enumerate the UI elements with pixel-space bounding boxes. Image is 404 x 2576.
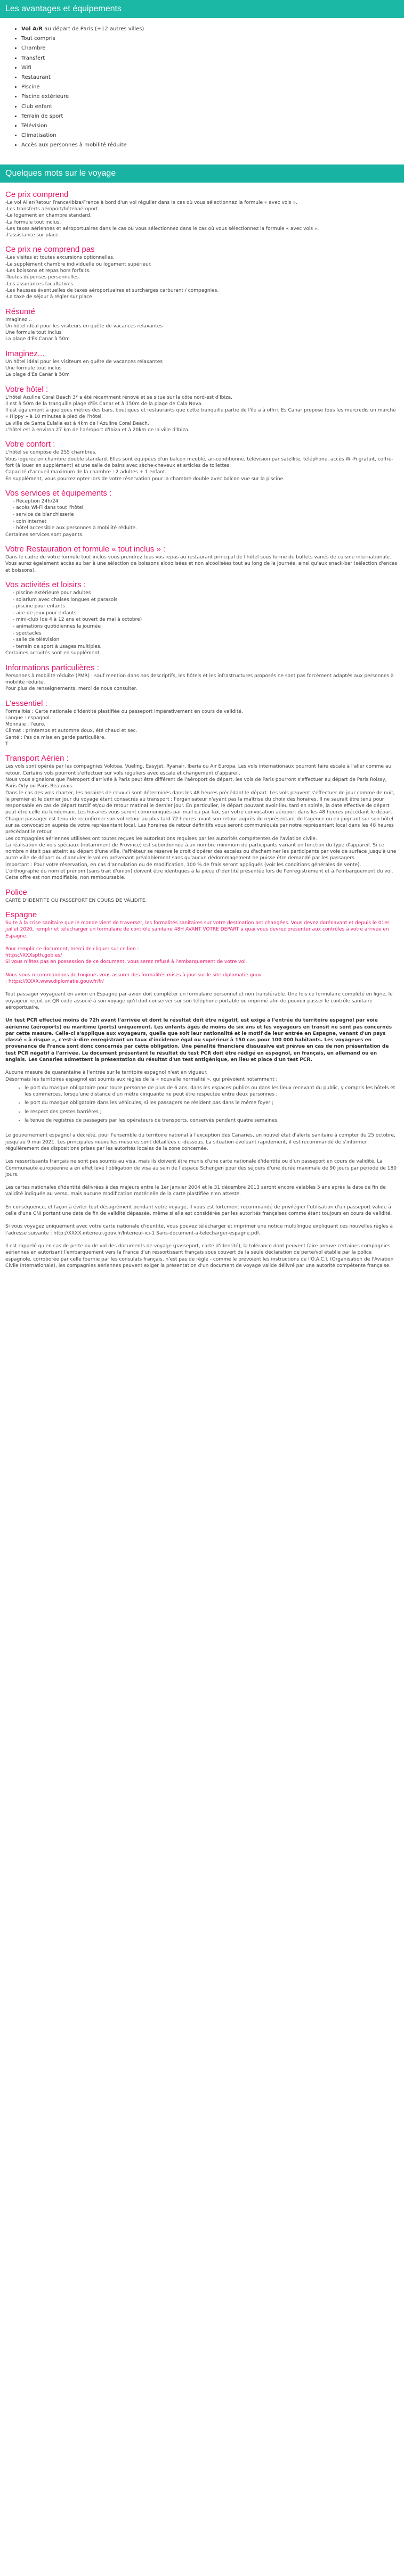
summary-title: Résumé — [5, 307, 35, 316]
text-line: Imaginez... — [5, 317, 32, 323]
imagine-title: Imaginez... — [5, 349, 45, 358]
comfort-lines — [5, 449, 399, 482]
amenity-item — [21, 44, 404, 53]
essential-lines — [5, 709, 399, 748]
amenities-section-title: Les avantages et équipements — [0, 0, 404, 18]
transport-lines — [5, 763, 399, 881]
amenity-item — [21, 112, 404, 121]
amenity-label: Vol A/R — [21, 26, 43, 32]
activities-footer: Certaines activités sont en supplément. — [5, 651, 101, 656]
services-list — [5, 498, 399, 532]
text-line: Les vols sont opérés par les compagnies Volotea, Vueling, Easyjet, Ryanair, Iberia ou Air Europa. Les vols internationaux pourront faire escale à l'aller comme au retour. Certains vols pourront s'effectuer sur vols réguliers avec escale et changement d'appareil. — [5, 764, 392, 776]
text-line: -Toutes dépenses personnelles. — [5, 275, 80, 281]
text-line: Nous vous signalons que l'aéroport d'arrivée à Paris peut être différent de l'aéroport de départ, les vols de Paris pourront s'effectuer au départ de Paris Roissy, Paris Orly ou Paris Beauvais. — [5, 777, 387, 789]
text-line: -Le logement en chambre standard. — [5, 213, 92, 219]
amenity-item — [21, 24, 404, 34]
transport-title: Transport Aérien : — [5, 754, 69, 763]
text-line: -Le vol Aller/Retour France/Ibiza/France à bord d'un vol régulier dans le cas où vous sélectionnez la formule « avec vols ». — [5, 200, 297, 205]
espagne-visa-paragraph: Les ressortissants français ne sont pas soumis au visa, mais ils doivent être munis d'une carte nationale d'identité ou d'un passeport en cours de validité. La Communauté européenne a en effet levé l'obligation de visa au sein de l'espace Schengen pour des séjours d'une durée maximale de 90 jours par période de 180 jours. — [5, 1159, 397, 1178]
amenity-label: Wifi — [21, 64, 31, 71]
hotel-lines — [5, 394, 399, 434]
services-footer: Certaines services sont payants. — [5, 532, 84, 538]
summary-lines — [5, 317, 399, 343]
espagne-rules-list — [5, 1085, 399, 1124]
activities-list — [5, 590, 399, 650]
list-item: • le port du masque obligatoire pour toute personne de plus de 6 ans, dans les espaces publics ou dans les lieux recevant du public, y compris les hôtels et les commerces, lorsqu'une distance d'un mètre cinquante ne peut être respectée entre deux personnes ; — [25, 1085, 399, 1098]
list-item: - piscine pour enfants — [13, 603, 399, 610]
espagne-refusal-note: Si vous n'êtes pas en possession de ce document, vous serez refusé à l'embarquement de votre vol. — [5, 959, 247, 965]
espagne-form-paragraph: Tout passager voyageant en avion en Espagne par avion doit compléter un formulaire personnel et non transférable. Une fois ce formulaire complété en ligne, le voyageur reçoit un QR code associé à son voyage qu'il doit conserver sur son téléphone portable ou imprimé afin de pouvoir passer le contrôle sanitaire aéroportuaire. — [5, 992, 393, 1010]
text-line: -Les assurances facultatives. — [5, 281, 75, 287]
amenity-item — [21, 92, 404, 102]
amenity-label: Piscine — [21, 84, 40, 90]
essential-title: L'essentiel : — [5, 698, 47, 708]
text-line: Monnaie : l'euro. — [5, 722, 45, 728]
amenity-item — [21, 102, 404, 112]
amenity-label: Piscine extérieure — [21, 94, 69, 100]
amenity-label: Terrain de sport — [21, 113, 63, 119]
amenity-label: Chambre — [21, 45, 46, 52]
text-line: Santé : Pas de mise en garde particulière. — [5, 735, 106, 740]
espagne-warning: Suite à la crise sanitaire que le monde vient de traverser, les formalités sanitaires sur votre destination ont changées. Vous devez dorénavant et depuis le 01er juillet 2020, remplir et télécharger un formulaire de contrôle sanitaire 48H AVANT VOTRE DEPART à quai vous devrez présenter aux contrôles à votre arrivée en Espagne. — [5, 920, 390, 939]
trip-description — [0, 183, 404, 1269]
text-line: Personnes à mobilité réduite (PMR) : sauf mention dans nos descriptifs, les hôtels et les infrastructures proposés ne sont pas forcément adaptés aux personnes à mobilité réduite. — [5, 673, 394, 685]
espagne-diplomatie-note: Nous vous recommandons de toujours vous assurer des formalités mises à jour sur le site diplomatie.gouv — [5, 972, 262, 978]
espagne-alert-paragraph: Le gouvernement espagnol a décrété, pour l'ensemble du territoire national à l'exception des Canaries, un nouvel état d'alerte sanitaire à compter du 25 octobre, jusqu'au 9 mai 2021. Les principales nouvelles mesures sont détaillées ci-dessous. La situation évoluant rapidement, il est recommandé de s'informer régulièrement des dispositions prises par les autorités locales de la zone concernée. — [5, 1133, 395, 1151]
text-line: Vous aurez également accès au bar à une sélection de boissons alcoolisées et non alcoolisées tout au long de la journée, ainsi qu'aux snack-bar (sélection d'encas et boissons). — [5, 561, 398, 573]
text-line: Formalités : Carte nationale d'identité plastifiée ou passeport impérativement en cours de validité. — [5, 709, 243, 714]
text-line: Climat : printemps et automne doux, été chaud et sec. — [5, 728, 138, 734]
text-line: Une formule tout inclus — [5, 330, 62, 336]
espagne-form-link[interactable]: https://XXXspth.gob.es/ — [5, 953, 62, 959]
imagine-lines — [5, 359, 399, 378]
espagne-link-intro: Pour remplir ce document, merci de cliquer sur ce lien : — [5, 946, 139, 952]
text-line: -Les transferts aéroport/hôtel/aéroport. — [5, 206, 100, 212]
espagne-passport-paragraph: En conséquence, et façon à éviter tout désagrément pendant votre voyage, il vous est fortement recommandé de privilégier l'utilisation d'un passeport valide à celle d'une CNI portant une date de fin de validité dépassée, même si elle est considérée par les autorités françaises comme étant toujours en cours de validité. — [5, 1204, 392, 1217]
text-line: L'orthographe du nom et prénom (sans trait d'union) doivent être identiques à la pièce d'identité présentée lors de l'enregistrement et à l'embarquement du vol. — [5, 869, 393, 875]
text-line: L'hôtel est à environ 27 km de l'aéroport d'Ibiza et à 20km de la ville d'Ibiza. — [5, 427, 190, 433]
espagne-normality: Désormais les territoires espagnol est soumis aux règles de la « nouvelle normalité », qui prévoient notamment : — [5, 1076, 278, 1082]
amenity-item — [21, 131, 404, 141]
amenity-item — [21, 121, 404, 131]
comfort-title: Votre confort : — [5, 440, 55, 449]
text-line: -Les boissons et repas hors forfaits. — [5, 268, 91, 274]
list-item: - piscine extérieure pour adultes — [13, 590, 399, 597]
text-line: La ville de Santa Eulalia est à 4km de l'Azuline Coral Beach. — [5, 421, 149, 426]
list-item: • la tenue de registres de passagers par les opérateurs de transports, conservés pendant quatre semaines. — [25, 1117, 399, 1124]
list-item: - terrain de sport à usages multiples. — [13, 644, 399, 651]
text-line: Un hôtel idéal pour les visiteurs en quête de vacances relaxantes — [5, 323, 163, 329]
espagne-diplomatie-link[interactable]: : https://XXXX.www.diplomatie.gouv.fr/fr/ — [5, 979, 104, 985]
list-item: - Réception 24h/24 — [13, 498, 399, 505]
amenities-list — [0, 24, 404, 151]
text-line: -l'assistance sur place. — [5, 233, 60, 238]
text-line: Une formule tout inclus — [5, 365, 62, 371]
espagne-quarantine: Aucune mesure de quarantaine à l'entrée sur le territoire espagnol n'est en vigueur. — [5, 1070, 208, 1076]
text-line: Capacité d'accueil maximum de la chambre : 2 adultes + 1 enfant. — [5, 470, 167, 475]
espagne-loss-paragraph: Il est rappelé qu'en cas de perte ou de vol des documents de voyage (passeport, carte d'identité), la tolérance dont peuvent faire preuve certaines compagnies aériennes en autorisant l'embarquement vers la France d'un ressortissant français sous couvert de la seule déclaration de perte/vol établie par la police espagnole, corroborée par celle fournie par les consulats français, n'est pas de règle - comme le prévoient les instructions de l'O.A.C.I. (Organisation de l'Aviation Civile Internationale), les compagnies aériennes peuvent exiger la présentation d'un document de voyage valide délivré par une autorité compétente française. — [5, 1243, 394, 1269]
text-line: La plage d'Es Canar à 50m — [5, 372, 70, 378]
police-title: Police — [5, 887, 27, 897]
amenity-label: Climatisation — [21, 133, 56, 139]
text-line: -Les visites et toutes excursions optionnelles. — [5, 255, 115, 261]
amenity-detail: au départ de Paris (+12 autres villes) — [43, 26, 144, 32]
text-line: Pour plus de renseignements, merci de nous consulter. — [5, 686, 138, 692]
espagne-title: Espagne — [5, 910, 37, 919]
espagne-pcr-paragraph: Un test PCR effectué moins de 72h avant l'arrivée et dont le résultat doit être négatif, est exigé à l'entrée du territoire espagnol par voie aérienne (aéroports) ou maritime (ports) uniquement. Les enfants âgés de moins de six ans et les voyageurs en transit ne sont pas concernés par cette mesure. Celle-ci s'applique aux voyageurs, quelle que soit leur nationalité et le motif de leur entrée en Espagne, venant d'un pays classé « à risque », c'est-à-dire enregistrant un taux d'incidence égal ou supérieur à 150 cas pour 100 000 habitants. Les voyageurs en provenance de France sont donc concernés par cette obligation. Une pénalité financière dissuasive est prévue en cas de non présentation de test PCR négatif à l'arrivée. Le document présentant le résultat du test PCR doit être rédigé en espagnol, en français, en allemand ou en anglais. Les Canaries admettent la présentation du résultat d'un test antigénique, en lieu et place d'un test PCR. — [5, 1018, 392, 1063]
text-line: -Les taxes aériennes et aéroportuaires dans le cas où vous sélectionnez dans le cas où vous sélectionnez la formule « avec vols ». — [5, 226, 319, 232]
list-item: - aire de jeux pour enfants — [13, 610, 399, 617]
amenity-label: Télévision — [21, 123, 47, 129]
text-line: Les compagnies aériennes utilisées ont toutes reçues les autorisations requises par les autorités compétentes de l'aviation civile. — [5, 836, 317, 842]
text-line: Dans le cas des vols charter, les horaires de ceux-ci sont déterminés dans les 48 heures précédant le départ. Les vols peuvent s'effectuer de jour comme de nuit, le premier et le dernier jour du voyage étant consacrés au transport ; l'organisateur n'ayant pas la maîtrise du choix des horaires. Il ne saurait être tenu pour responsable en cas de départ tardif et/ou de retour matinal le dernier jour. En particulier, le départ pouvant avoir lieu tard en soirée, la date effective de départ peut être celle du lendemain. Les horaires vous seront communiqués par mail ou par fax, sur votre convocation aéroport dans les 48 heures précédant le départ. Chaque passager est tenu de reconfirmer son vol retour au plus tard 72 heures avant son retour auprès du représentant de l'agence ou en joignant sur son hôtel sur sa convocation auprès de votre représentant local. Les horaires de retour définitifs vous seront communiqués par notre représentant local dans les 48 heures précédant le retour. — [5, 790, 395, 835]
text-line: En supplément, vous pourrez opter lors de votre réservation pour la chambre double avec balcon vue sur la piscine. — [5, 476, 285, 482]
text-line: L'hôtel Azuline Coral Beach 3* a été récemment rénové et se situe sur la côte nord-est d'Ibiza. — [5, 394, 233, 400]
text-line: Il est également à quelques mètres des bars, boutiques et restaurants que cette tranquille partie de l'île a à offrir. Es Canar propose tous les mercredis un marché « Hippy » à 10 minutes à pied de l'hôtel. — [5, 408, 396, 420]
info-title: Informations particulières : — [5, 663, 99, 672]
price-excludes-lines — [5, 254, 399, 300]
amenity-item — [21, 54, 404, 63]
espagne-cni-paragraph: Les cartes nationales d'identité délivrées à des majeurs entre le 1er janvier 2004 et le 31 décembre 2013 seront encore valables 5 ans après la date de fin de validité indiquée au verso, mais aucune modification matérielle de la carte plastifiée n'en atteste. — [5, 1185, 386, 1197]
text-line: Un hôtel idéal pour les visiteurs en quête de vacances relaxantes — [5, 359, 163, 365]
hotel-title: Votre hôtel : — [5, 384, 49, 394]
price-excludes-title: Ce prix ne comprend pas — [5, 245, 95, 254]
amenity-item — [21, 73, 404, 83]
restaurant-title: Votre Restauration et formule « tout inclus » : — [5, 545, 166, 554]
amenity-label: Club enfant — [21, 103, 53, 110]
list-item: - mini-club (de 4 à 12 ans et ouvert de mai à octobre) — [13, 616, 399, 623]
amenity-item — [21, 83, 404, 92]
amenity-label: Restaurant — [21, 75, 51, 81]
price-includes-lines — [5, 200, 399, 239]
text-line: -La taxe de séjour à régler sur place — [5, 294, 92, 300]
restaurant-lines — [5, 554, 399, 574]
list-item: • le port du masque obligatoire dans les véhicules, si les passagers ne résident pas dans le même foyer ; — [25, 1100, 399, 1106]
amenity-item — [21, 34, 404, 44]
activities-title: Vos activités et loisirs : — [5, 580, 86, 589]
amenity-label: Accès aux personnes à mobilité réduite — [21, 142, 127, 149]
list-item: • le respect des gestes barrières ; — [25, 1109, 399, 1115]
text-line: -Les hausses éventuelles de taxes aéroportuaires et surcharges carburant / compagnies. — [5, 287, 219, 293]
list-item: - animations quotidiennes la journée — [13, 623, 399, 630]
list-item: - accès Wi-Fi dans tout l'hôtel — [13, 505, 399, 512]
list-item: - coin internet — [13, 519, 399, 525]
text-line: Il est à 50m de la tranquille plage d'Es Canar et à 150m de la plage de Cala Nova. — [5, 401, 203, 407]
text-line: Cette offre est non modifiable, non remboursable. — [5, 875, 126, 881]
espagne-notice-paragraph: Si vous voyagez uniquement avec votre carte nationale d'identité, vous pouvez télécharger et imprimer une notice multilingue expliquant ces nouvelles règles à l'adresse suivante : http://XXXX.interieur.gouv.fr/Interieur-ici-1 Sans-document-a-telecharger-espagne.pdf. — [5, 1224, 393, 1236]
text-line: Vous logerez en chambre double standard. Elles sont équipées d'un balcon meublé, air-conditionné, télévision par satellite, téléphone, accès Wi-Fi gratuit, coffre-fort (à louer en supplément) et une salle de bains avec sèche-cheveux et articles de toilettes. — [5, 456, 393, 468]
trip-section-title: Quelques mots sur le voyage — [0, 164, 404, 183]
amenity-item — [21, 63, 404, 73]
amenity-label: Transfert — [21, 55, 45, 61]
list-item: - spectacles — [13, 630, 399, 637]
list-item: - hôtel accessible aux personnes à mobilité réduite. — [13, 525, 399, 532]
text-line: -La formule tout inclus. — [5, 219, 61, 225]
text-line: Important : Pour votre réservation, en cas d'annulation ou de modification, 100 % de frais seront appliqués (voir les conditions générales de vente). — [5, 862, 361, 868]
text-line: La plage d'Es Canar à 50m — [5, 336, 70, 342]
price-includes-title: Ce prix comprend — [5, 190, 69, 199]
amenity-item — [21, 141, 404, 150]
list-item: - service de blanchisserie — [13, 512, 399, 519]
list-item: - salle de télévision — [13, 637, 399, 644]
text-line: Dans le cadre de votre formule tout inclus vous prendrez tous vos repas au restaurant principal de l'hôtel sous forme de buffets variés de cuisine internationale. — [5, 555, 391, 561]
info-lines — [5, 673, 399, 693]
text-line: -Le supplément chambre individuelle ou logement supérieur. — [5, 261, 152, 267]
text-line: La réalisation de vols spéciaux (notamment de Province) est subordonnée à un nombre minimum de participants variant en fonction du type d'appareil. Si ce nombre n'était pas atteint au départ d'une ville, l'affréteur se réserve le droit d'opérer des escales ou d'acheminer les participants par voie de surface jusqu'à une autre ville de départ ou d'annuler le vol en prévenant préalablement sans qu'aucun dédommagement ne puisse être demandé par les passagers. — [5, 842, 397, 861]
amenity-label: Tout compris — [21, 36, 55, 42]
list-item: - solarium avec chaises longues et parasols — [13, 597, 399, 604]
text-line: Langue : espagnol. — [5, 715, 51, 721]
text-line: T — [5, 742, 9, 747]
police-line: CARTE D'IDENTITE OU PASSEPORT EN COURS DE VALIDITE. — [5, 898, 147, 903]
services-title: Vos services et équipements : — [5, 488, 112, 498]
text-line: L'hôtel se compose de 255 chambres. — [5, 450, 97, 456]
